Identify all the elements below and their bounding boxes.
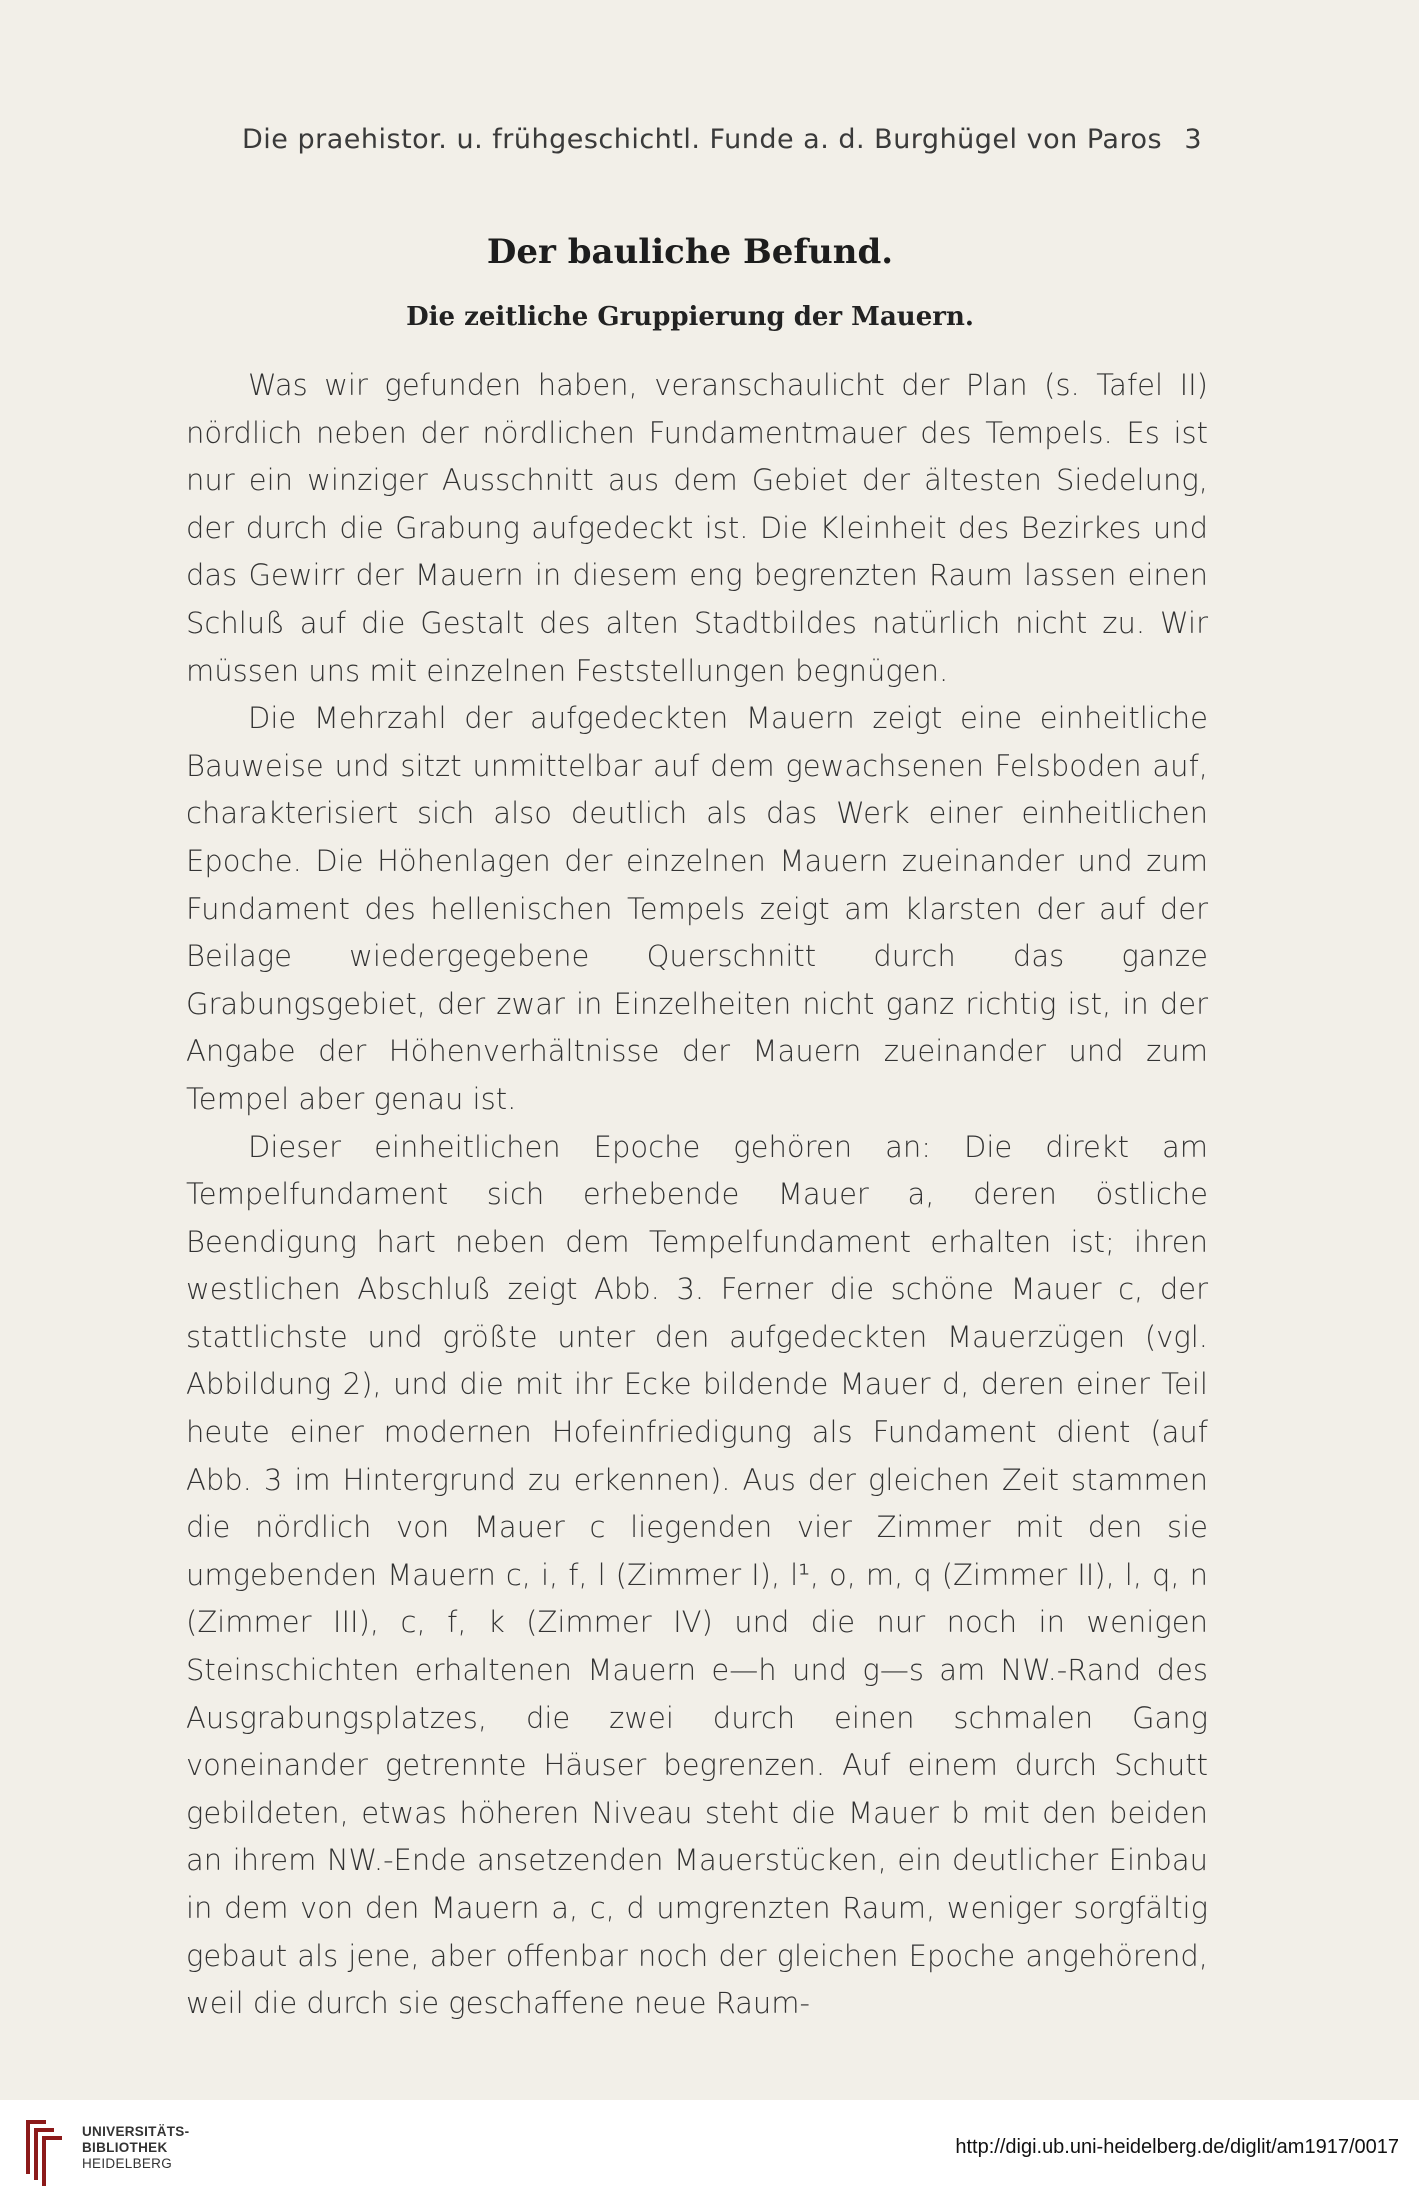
paragraph-2: Die Mehrzahl der aufgedeckten Mauern zeigt eine einheitliche Bauweise und sitzt unmittelbar auf dem gewachsenen Felsboden auf, charakterisiert sich also deutlich als das Werk einer einheitlichen Epoche. Die Höhenlagen der einzelnen Mauern zueinander und zum Fundament des hellenischen Tempels zeigt am klarsten der auf der Beilage wiedergegebene Querschnitt durch das ganze Grabungsgebiet, der zwar in Einzelheiten nicht ganz richtig ist, in der Angabe der Höhenverhältnisse der Mauern zueinander und zum Tempel aber genau ist. (186, 701, 1208, 1116)
library-name (82, 2124, 189, 2172)
body-text (186, 362, 1208, 2028)
paragraph-3: Dieser einheitlichen Epoche gehören an: Die direkt am Tempelfundament sich erhebende Mauer a, deren östliche Beendigung hart neben dem Tempelfundament erhalten ist; ihren westlichen Abschluß zeigt Abb. 3. Ferner die schöne Mauer c, der stattlichste und größte unter den aufgedeckten Mauerzügen (vgl. Abbildung 2), und die mit ihr Ecke bildende Mauer d, deren einer Teil heute einer modernen Hofeinfriedigung als Fundament dient (auf Abb. 3 im Hintergrund zu erkennen). Aus der gleichen Zeit stammen die nördlich von Mauer c liegenden vier Zimmer mit den sie umgebenden Mauern c, i, f, l (Zimmer I), l¹, o, m, q (Zimmer II), l, q, n (Zimmer III), c, f, k (Zimmer IV) und die nur noch in wenigen Steinschichten erhaltenen Mauern e—h und g—s am NW.-Rand des Ausgrabungsplatzes, die zwei durch einen schmalen Gang voneinander getrennte Häuser begrenzen. Auf einem durch Schutt gebildeten, etwas höheren Niveau steht die Mauer b mit den beiden an ihrem NW.-Ende ansetzenden Mauerstücken, ein deutlicher Einbau in dem von den Mauern a, c, d umgrenzten Raum, weniger sorgfältig gebaut als jene, aber offenbar noch der gleichen Epoche angehörend, weil die durch sie geschaffene neue Raum- (186, 1129, 1208, 2021)
library-name-line-1: UNIVERSITÄTS- (82, 2124, 190, 2139)
section-subtitle: Die zeitliche Gruppierung der Mauern. (406, 302, 974, 332)
section-title: Der bauliche Befund. (486, 232, 894, 272)
library-name-line-3: HEIDELBERG (82, 2156, 173, 2171)
library-logo-icon (18, 2114, 66, 2190)
page-number: 3 (1184, 124, 1202, 155)
running-header (242, 124, 1202, 155)
running-title: Die praehistor. u. frühgeschichtl. Funde a. d. Burghügel von Paros (242, 124, 1163, 155)
footer-bar (0, 2100, 1419, 2205)
library-name-line-2: BIBLIOTHEK (82, 2140, 168, 2155)
source-url[interactable]: http://digi.ub.uni-heidelberg.de/diglit/am1917/0017 (955, 2136, 1399, 2158)
paragraph-1: Was wir gefunden haben, veranschaulicht der Plan (s. Tafel II) nördlich neben der nördlichen Fundamentmauer des Tempels. Es ist nur ein winziger Ausschnitt aus dem Gebiet der ältesten Siedelung, der durch die Grabung aufgedeckt ist. Die Kleinheit des Bezirkes und das Gewirr der Mauern in diesem eng begrenzten Raum lassen einen Schluß auf die Gestalt des alten Stadtbildes natürlich nicht zu. Wir müssen uns mit einzelnen Feststellungen begnügen. (186, 368, 1208, 688)
